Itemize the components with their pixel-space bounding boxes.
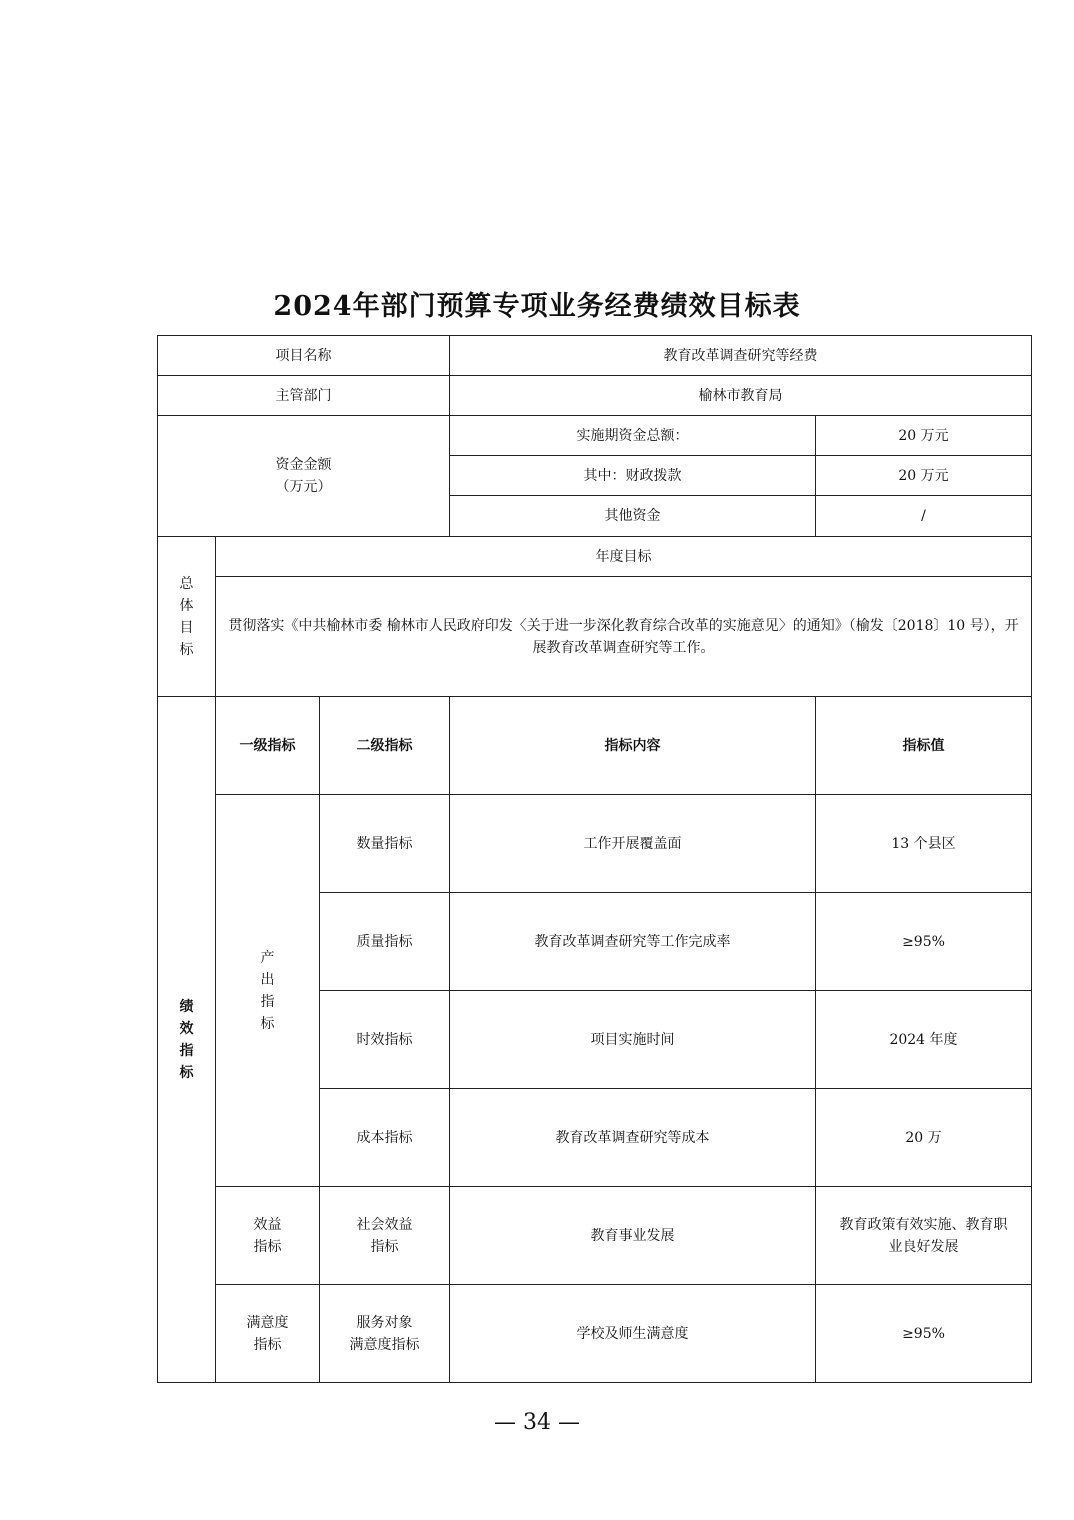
header-content: 指标内容 xyxy=(450,697,816,795)
level2-cell: 质量指标 xyxy=(320,893,450,991)
header-level2: 二级指标 xyxy=(320,697,450,795)
department-label: 主管部门 xyxy=(158,376,450,416)
page-title: 2024年部门预算专项业务经费绩效目标表 xyxy=(273,291,801,322)
funds-other-label: 其他资金 xyxy=(450,496,816,537)
level2-cell: 成本指标 xyxy=(320,1089,450,1187)
satisfaction-level2: 服务对象 满意度指标 xyxy=(320,1285,450,1383)
project-name-label: 项目名称 xyxy=(158,336,450,376)
project-name-row xyxy=(158,336,1032,376)
content-cell: 教育改革调查研究等成本 xyxy=(450,1089,816,1187)
level2-cell: 时效指标 xyxy=(320,991,450,1089)
benefit-level1: 效益 指标 xyxy=(216,1187,320,1285)
funds-label xyxy=(158,416,450,537)
header-value: 指标值 xyxy=(816,697,1032,795)
department-value: 榆林市教育局 xyxy=(450,376,1032,416)
annual-goal-header-row xyxy=(158,537,1032,577)
annual-goal-text-row xyxy=(158,577,1032,697)
value-cell: ≥95% xyxy=(816,893,1032,991)
content-cell: 教育改革调查研究等工作完成率 xyxy=(450,893,816,991)
performance-side-label: 绩效指标 xyxy=(158,697,216,1383)
satisfaction-value: ≥95% xyxy=(816,1285,1032,1383)
funds-fiscal-value: 20 万元 xyxy=(816,456,1032,496)
indicator-header-row xyxy=(158,697,1032,795)
page-number: — 34 — xyxy=(494,1410,580,1435)
project-name-value: 教育改革调查研究等经费 xyxy=(450,336,1032,376)
value-cell: 13 个县区 xyxy=(816,795,1032,893)
funds-total-label: 实施期资金总额： xyxy=(450,416,816,456)
value-cell: 2024 年度 xyxy=(816,991,1032,1089)
funds-row-total xyxy=(158,416,1032,456)
content-cell: 项目实施时间 xyxy=(450,991,816,1089)
benefit-level2: 社会效益 指标 xyxy=(320,1187,450,1285)
funds-other-value: / xyxy=(816,496,1032,537)
annual-goal-header: 年度目标 xyxy=(216,537,1032,577)
funds-label-line1: 资金金额 xyxy=(275,457,332,473)
table-row xyxy=(158,795,1032,893)
level2-cell: 数量指标 xyxy=(320,795,450,893)
performance-target-table xyxy=(157,335,1032,1383)
funds-fiscal-label: 其中：财政拨款 xyxy=(450,456,816,496)
satisfaction-content: 学校及师生满意度 xyxy=(450,1285,816,1383)
content-cell: 工作开展覆盖面 xyxy=(450,795,816,893)
benefit-content: 教育事业发展 xyxy=(450,1187,816,1285)
benefit-value: 教育政策有效实施、教育职 业良好发展 xyxy=(816,1187,1032,1285)
overall-goal-side-label: 总体目标 xyxy=(158,537,216,697)
benefit-indicator-row xyxy=(158,1187,1032,1285)
department-row xyxy=(158,376,1032,416)
annual-goal-text: 贯彻落实《中共榆林市委 榆林市人民政府印发〈关于进一步深化教育综合改革的实施意见〉的通知》（榆发〔2018〕10 号），开展教育改革调查研究等工作。 xyxy=(216,577,1032,697)
value-cell: 20 万 xyxy=(816,1089,1032,1187)
satisfaction-indicator-row xyxy=(158,1285,1032,1383)
funds-total-value: 20 万元 xyxy=(816,416,1032,456)
output-indicator-label: 产出指标 xyxy=(216,795,320,1187)
funds-label-line2: （万元） xyxy=(275,479,332,495)
satisfaction-level1: 满意度 指标 xyxy=(216,1285,320,1383)
header-level1: 一级指标 xyxy=(216,697,320,795)
